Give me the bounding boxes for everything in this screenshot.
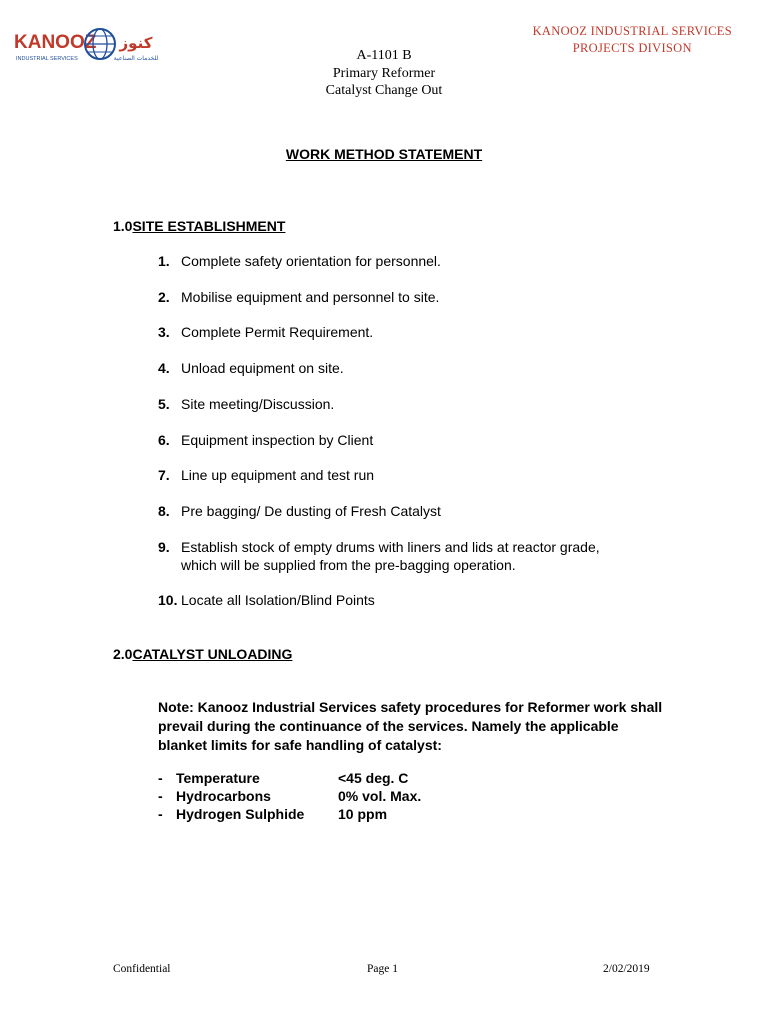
step-text: Locate all Isolation/Blind Points: [181, 592, 375, 608]
company-name: KANOOZ INDUSTRIAL SERVICES: [532, 24, 732, 38]
list-item: [158, 432, 658, 450]
step-text: Pre bagging/ De dusting of Fresh Catalyst: [181, 503, 441, 519]
section-2-number: 2.0: [113, 646, 133, 662]
document-task: Catalyst Change Out: [325, 83, 443, 98]
document-heading: [0, 47, 768, 100]
page-title: WORK METHOD STATEMENT: [285, 146, 483, 162]
section-1-heading: [113, 218, 285, 234]
list-item: [158, 360, 658, 378]
section-2-title: CATALYST UNLOADING: [132, 646, 293, 662]
step-text: Line up equipment and test run: [181, 467, 375, 483]
section-1-number: 1.0: [113, 218, 133, 234]
limit-parameter: Hydrogen Sulphide: [176, 806, 305, 822]
bullet-dash: -: [158, 788, 163, 804]
footer-date: 2/02/2019: [603, 963, 650, 975]
list-item: [158, 592, 658, 610]
safety-note: Note: Kanooz Industrial Services safety procedures for Reformer work shall prevail during the continuance of the services. Namely the applicable blanket limits for safe handling of catalyst:: [158, 699, 663, 753]
step-number: 10.: [158, 592, 178, 608]
step-text: Mobilise equipment and personnel to site.: [181, 289, 440, 305]
list-item: [158, 539, 638, 574]
step-number: 2.: [158, 289, 170, 305]
step-text: Unload equipment on site.: [181, 360, 344, 376]
list-item: [158, 324, 658, 342]
step-number: 5.: [158, 396, 170, 412]
limit-parameter: Hydrocarbons: [176, 788, 271, 804]
logo-subtext: INDUSTRIAL SERVICES: [16, 56, 78, 62]
step-text: Establish stock of empty drums with liners and lids at reactor grade, which will be supplied from the pre-bagging operation.: [181, 539, 600, 573]
step-number: 4.: [158, 360, 170, 376]
step-text: Complete safety orientation for personnel.: [181, 253, 441, 269]
list-item: [158, 289, 658, 307]
step-text: Site meeting/Discussion.: [181, 396, 335, 412]
step-number: 8.: [158, 503, 170, 519]
logo-arabic: كنوز: [119, 34, 153, 52]
limit-value: 10 ppm: [338, 806, 388, 822]
document-subject: Primary Reformer: [332, 65, 436, 81]
list-item: [158, 253, 658, 271]
step-number: 1.: [158, 253, 170, 269]
step-text: Equipment inspection by Client: [181, 432, 374, 448]
document-code: A-1101 B: [356, 48, 412, 63]
limit-value: <45 deg. C: [338, 770, 409, 786]
step-number: 3.: [158, 324, 170, 340]
step-number: 9.: [158, 539, 170, 555]
footer-page-number: Page 1: [367, 963, 398, 975]
list-item: [158, 503, 658, 521]
bullet-dash: -: [158, 770, 163, 786]
logo-arabic-sub: للخدمات الصناعية: [113, 55, 159, 62]
footer-confidential: Confidential: [113, 963, 171, 975]
section-2-heading: [113, 646, 292, 662]
bullet-dash: -: [158, 806, 163, 822]
step-text: Complete Permit Requirement.: [181, 324, 374, 340]
step-number: 6.: [158, 432, 170, 448]
list-item: [158, 467, 658, 485]
logo-wordmark: KANOOZ: [14, 32, 97, 53]
section-1-title: SITE ESTABLISHMENT: [132, 218, 286, 234]
list-item: [158, 396, 658, 414]
limit-value: 0% vol. Max.: [338, 788, 422, 804]
division-name: PROJECTS DIVISON: [572, 41, 692, 55]
step-number: 7.: [158, 467, 170, 483]
limit-parameter: Temperature: [176, 770, 260, 786]
